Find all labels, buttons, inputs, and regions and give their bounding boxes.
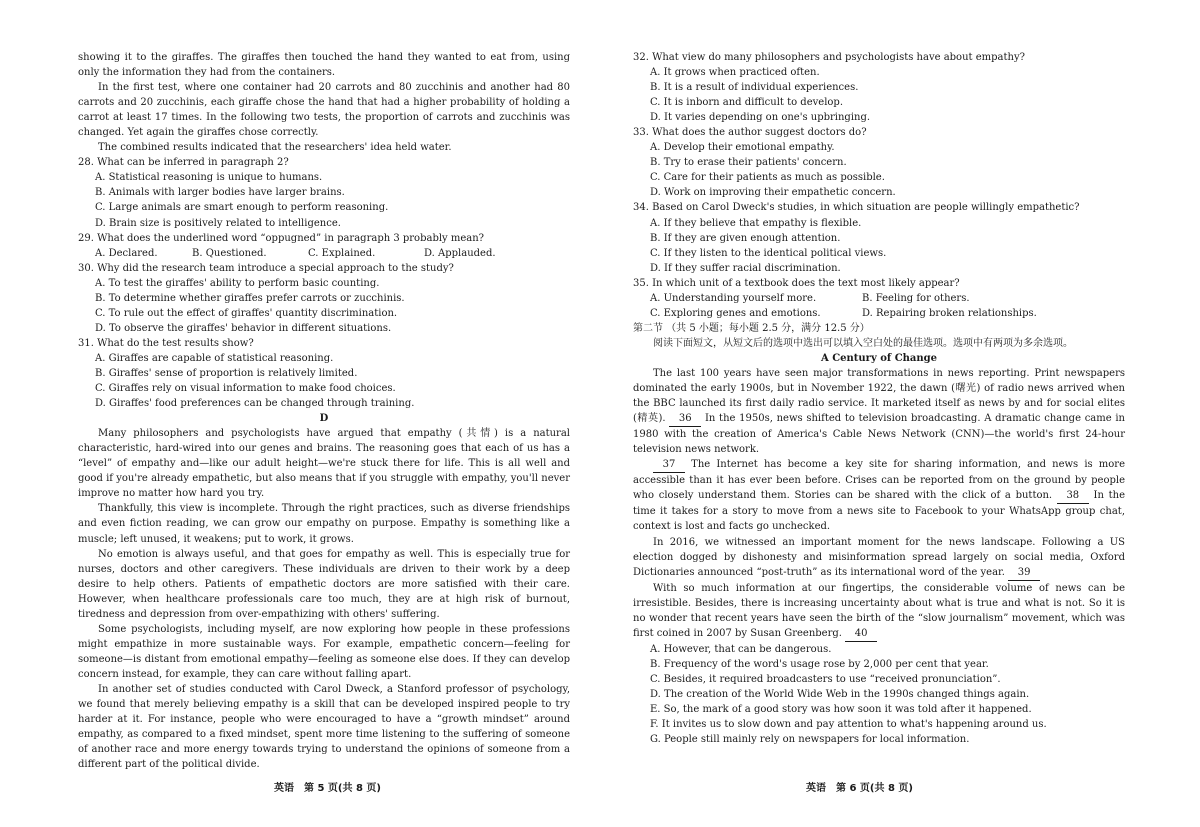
option-d: D. The creation of the World Wide Web in the 1990s changed things again.	[650, 688, 1030, 700]
question-29-options	[78, 246, 570, 261]
paragraph-3-text: In 2016, we witnessed an important moment for the news landscape. Following a US election dogged by dishonesty and misinformation spread largely on social media, Oxford Dictionaries announced “post-truth” as its international word of the year.	[633, 536, 1125, 578]
question-35-stem: 35. In which unit of a textbook does the text most likely appear?	[633, 277, 960, 289]
question-30-option-c: C. To rule out the effect of giraffes' quantity discrimination.	[95, 307, 398, 319]
question-32-stem: 32. What view do many philosophers and psychologists have about empathy?	[633, 52, 1025, 63]
question-28-option-a: A. Statistical reasoning is unique to humans.	[95, 172, 323, 184]
passage-e-paragraph-3	[633, 535, 1125, 581]
paragraph-1-tail: In the 1950s, news shifted to television broadcasting. A dramatic change came in 1980 with the creation of America's Cable News Network (CNN)—the world's first 24-hour television news network.	[633, 413, 1125, 456]
passage-c-paragraph-combined: The combined results indicated that the researchers' idea held water.	[98, 142, 452, 154]
blank-39: 39	[1008, 565, 1040, 581]
question-28-option-d: D. Brain size is positively related to intelligence.	[95, 217, 341, 229]
question-30-option-d: D. To observe the giraffes' behavior in different situations.	[95, 322, 392, 334]
question-28-option-b: B. Animals with larger bodies have larger brains.	[95, 187, 345, 199]
passage-title: A Century of Change	[820, 352, 938, 364]
passage-d-paragraph-5: In another set of studies conducted with Carol Dweck, a Stanford professor of psychology, we found that merely believing empathy is a skill that can be developed inspired people to try harder at it. For instance, people who were encouraged to have a “growth mindset” around empathy, as compared to a fixed mindset, spent more time listening to the suffering of someone of another race and more energy towards trying to understand the opinions of someone from a different part of the political divide.	[78, 683, 570, 771]
passage-c-paragraph-first-test: In the first test, where one container had 20 carrots and 80 zucchinis and another had 80 carrots and 20 zucchinis, each giraffe chose the hand that had a higher probability of holding a carrot at least 17 times. In the following two tests, the proportion of carrots and zucchinis was changed. Yet again the giraffes chose correctly.	[78, 82, 570, 139]
question-33-option-d: D. Work on improving their empathetic concern.	[650, 187, 896, 199]
question-34-stem: 34. Based on Carol Dweck's studies, in which situation are people willingly empathetic?	[633, 202, 1080, 214]
paragraph-2-tail: In the time it takes for a story to move from a news site to Facebook to your WhatsApp group chat, context is lost and facts go unchecked.	[633, 490, 1125, 533]
option-f: F. It invites us to slow down and pay attention to what's happening around us.	[650, 719, 1047, 731]
blank-37: 37	[653, 457, 685, 473]
page-5-footer: 英语 第 5 页(共 8 页)	[274, 783, 381, 794]
question-31-option-d: D. Giraffes' food preferences can be changed through training.	[95, 398, 415, 410]
section-d-heading: D	[319, 413, 329, 425]
question-29-stem: 29. What does the underlined word “oppugned” in paragraph 3 probably mean?	[78, 232, 485, 244]
question-28-option-c: C. Large animals are smart enough to perform reasoning.	[95, 202, 389, 214]
question-33-option-b: B. Try to erase their patients' concern.	[650, 157, 847, 169]
passage-d-paragraph-2: Thankfully, this view is incomplete. Through the right practices, such as diverse friendships and even fiction reading, we can grow our empathy on purpose. Empathy is something like a muscle; left unused, it weakens; put to work, it grows.	[78, 503, 570, 545]
question-33-option-c: C. Care for their patients as much as possible.	[650, 172, 885, 184]
option-e: E. So, the mark of a good story was how soon it was told after it happened.	[650, 704, 1032, 716]
paragraph-2-head: The Internet has become a key site for sharing information, and news is more accessible than it has ever been before. Crises can be reported from on the ground by people who closely understand them. Stories can be shared with the click of a button.	[633, 459, 1125, 502]
question-32-option-c: C. It is inborn and difficult to develop.	[650, 97, 843, 109]
question-32-option-d: D. It varies depending on one's upbringing.	[650, 112, 871, 124]
blank-36: 36	[669, 411, 701, 427]
blank-38: 38	[1057, 488, 1089, 504]
question-31-stem: 31. What do the test results show?	[78, 337, 254, 349]
question-33-stem: 33. What does the author suggest doctors do?	[633, 127, 867, 139]
question-34-option-b: B. If they are given enough attention.	[650, 232, 841, 244]
question-35-option-c: C. Exploring genes and emotions.	[650, 307, 821, 319]
question-31-option-a: A. Giraffes are capable of statistical reasoning.	[95, 352, 334, 364]
question-34-option-a: A. If they believe that empathy is flexible.	[650, 217, 862, 229]
page-5-column	[78, 50, 570, 772]
passage-d-paragraph-4: Some psychologists, including myself, are now exploring how people in these professions might empathize in more sustainable ways. For example, empathetic concern—feeling for someone—is distant from emotional empathy—feeling as someone else does. If they can develop concern instead, for example, they can care without falling apart.	[78, 623, 570, 680]
passage-e-paragraph-1	[633, 366, 1125, 457]
question-28-stem: 28. What can be inferred in paragraph 2?	[78, 157, 289, 169]
option-b: B. Frequency of the word's usage rose by 2,000 per cent that year.	[650, 658, 989, 670]
question-35-option-d: D. Repairing broken relationships.	[862, 307, 1037, 319]
question-35-options-row-2	[633, 306, 1125, 321]
page-6-footer: 英语 第 6 页(共 8 页)	[806, 783, 913, 794]
question-35-option-b: B. Feeling for others.	[862, 292, 970, 304]
question-32-option-b: B. It is a result of individual experiences.	[650, 82, 859, 94]
question-35-option-a: A. Understanding yourself more.	[650, 292, 817, 304]
passage-d-paragraph-1: Many philosophers and psychologists have argued that empathy (共情) is a natural characteristic, hard-wired into our genes and brains. The reasoning goes that each of us has a “level” of empathy and—like our adult height—we're stuck there for life. This is all well and good if you're already empathetic, but also means that if you struggle with empathy, you'll never improve no matter how hard you try.	[78, 428, 570, 500]
option-c: C. Besides, it required broadcasters to use “received pronunciation”.	[650, 673, 1001, 685]
passage-d-paragraph-3: No emotion is always useful, and that goes for empathy as well. This is especially true for nurses, doctors and other caregivers. These individuals are driven to their work by a deep desire to help others. Patients of empathetic doctors are more satisfied with their care. However, when healthcare professionals care too much, they are at high risk of burnout, tiredness and depression from over-empathizing with others' suffering.	[78, 548, 570, 620]
option-a: A. However, that can be dangerous.	[650, 643, 832, 655]
passage-e-paragraph-2	[633, 457, 1125, 534]
passage-e-paragraph-4	[633, 581, 1125, 642]
question-29-option-b: B. Questioned.	[192, 247, 267, 259]
paragraph-4-text: With so much information at our fingertips, the considerable volume of news can be irresistible. Besides, there is increasing uncertainty about what is true and what is not. So it is no wonder that recent years have seen the birth of the “slow journalism” movement, which was first coined in 2007 by Susan Greenberg.	[633, 582, 1125, 639]
option-g: G. People still mainly rely on newspapers for local information.	[650, 734, 970, 746]
question-30-option-a: A. To test the giraffes' ability to perform basic counting.	[95, 277, 380, 289]
section-2-instruction: 阅读下面短文，从短文后的选项中选出可以填入空白处的最佳选项。选项中有两项为多余选项。	[653, 337, 1073, 349]
question-32-option-a: A. It grows when practiced often.	[650, 67, 820, 79]
question-30-option-b: B. To determine whether giraffes prefer carrots or zucchinis.	[95, 292, 405, 304]
question-29-option-c: C. Explained.	[308, 247, 376, 259]
question-35-options-row-1	[633, 291, 1125, 306]
question-30-stem: 30. Why did the research team introduce a special approach to the study?	[78, 262, 454, 274]
blank-40: 40	[845, 626, 877, 642]
question-29-option-d: D. Applauded.	[424, 247, 496, 259]
question-34-option-d: D. If they suffer racial discrimination.	[650, 262, 841, 274]
section-2-heading: 第二节 （共 5 小题；每小题 2.5 分，满分 12.5 分）	[633, 322, 870, 334]
question-31-option-c: C. Giraffes rely on visual information to make food choices.	[95, 383, 396, 395]
question-34-option-c: C. If they listen to the identical political views.	[650, 247, 887, 259]
paragraph-1-text: The last 100 years have seen major transformations in news reporting. Print newspapers dominated the early 1900s, but in November 1922, the dawn (曙光) of radio news arrived when the BBC launched its first daily radio service. It marketed itself as news by and for social elites (精英).	[633, 367, 1125, 425]
question-29-option-a: A. Declared.	[95, 247, 158, 259]
page-6-column	[633, 50, 1125, 747]
question-33-option-a: A. Develop their emotional empathy.	[650, 142, 835, 154]
passage-c-paragraph-tail: showing it to the giraffes. The giraffes then touched the hand they wanted to eat from, using only the information they had from the containers.	[78, 52, 570, 79]
question-31-option-b: B. Giraffes' sense of proportion is relatively limited.	[95, 367, 358, 379]
